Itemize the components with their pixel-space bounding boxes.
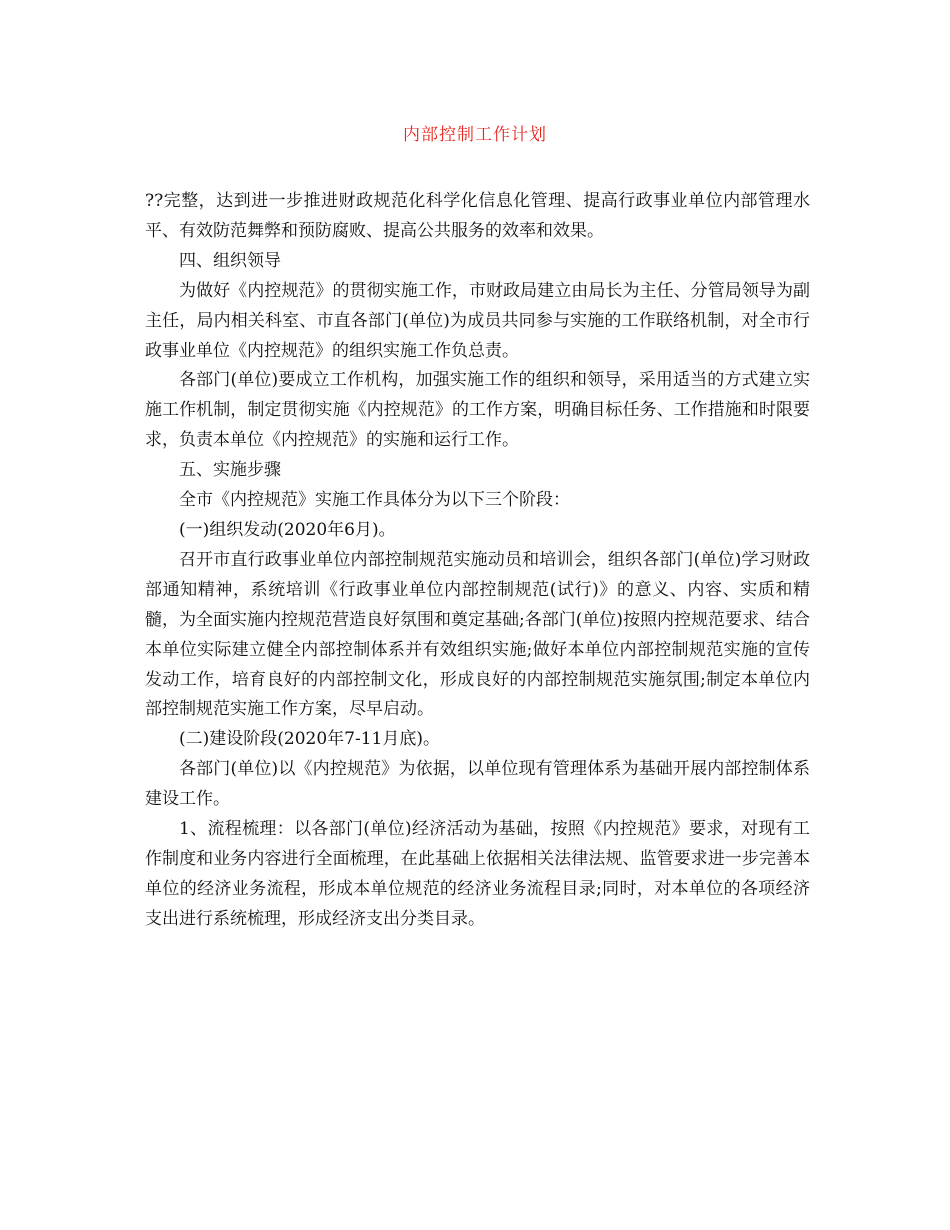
paragraph: 各部门(单位)要成立工作机构，加强实施工作的组织和领导，采用适当的方式建立实施工作机制，制定贯彻实施《内控规范》的工作方案，明确目标任务、工作措施和时限要求，负责本单位《内控规范》的实施和运行工作。 — [145, 370, 810, 451]
subsection-heading-mobilization: (一)组织发动(2020年6月)。 — [179, 519, 396, 540]
paragraph: 为做好《内控规范》的贯彻实施工作，市财政局建立由局长为主任、分管局领导为副主任，局内相关科室、市直各部门(单位)为成员共同参与实施的工作联络机制，对全市行政事业单位《内控规范》的组织实施工作负总责。 — [145, 280, 810, 361]
document-body — [145, 187, 810, 935]
section-heading-organization: 四、组织领导 — [179, 250, 281, 271]
paragraph: 1、流程梳理：以各部门(单位)经济活动为基础，按照《内控规范》要求，对现有工作制度和业务内容进行全面梳理，在此基础上依据相关法律法规、监管要求进一步完善本单位的经济业务流程，形成本单位规范的经济业务流程目录;同时，对本单位的各项经济支出进行系统梳理，形成经济支出分类目录。 — [145, 819, 810, 929]
paragraph: 全市《内控规范》实施工作具体分为以下三个阶段： — [179, 490, 570, 511]
subsection-heading-construction: (二)建设阶段(2020年7-11月底)。 — [179, 729, 440, 750]
paragraph-continuation: ??完整，达到进一步推进财政规范化科学化信息化管理、提高行政事业单位内部管理水平、有效防范舞弊和预防腐败、提高公共服务的效率和效果。 — [145, 191, 810, 241]
paragraph: 各部门(单位)以《内控规范》为依据，以单位现有管理体系为基础开展内部控制体系建设工作。 — [145, 759, 810, 810]
paragraph: 召开市直行政事业单位内部控制规范实施动员和培训会，组织各部门(单位)学习财政部通知精神，系统培训《行政事业单位内部控制规范(试行)》的意义、内容、实质和精髓，为全面实施内控规范营造良好氛围和奠定基础;各部门(单位)按照内控规范要求、结合本单位实际建立健全内部控制体系并有效组织实施;做好本单位内部控制规范实施的宣传发动工作，培育良好的内部控制文化，形成良好的内部控制规范实施氛围;制定本单位内部控制规范实施工作方案，尽早启动。 — [145, 549, 810, 720]
section-heading-steps: 五、实施步骤 — [179, 460, 281, 481]
document-title: 内部控制工作计划 — [403, 125, 547, 145]
